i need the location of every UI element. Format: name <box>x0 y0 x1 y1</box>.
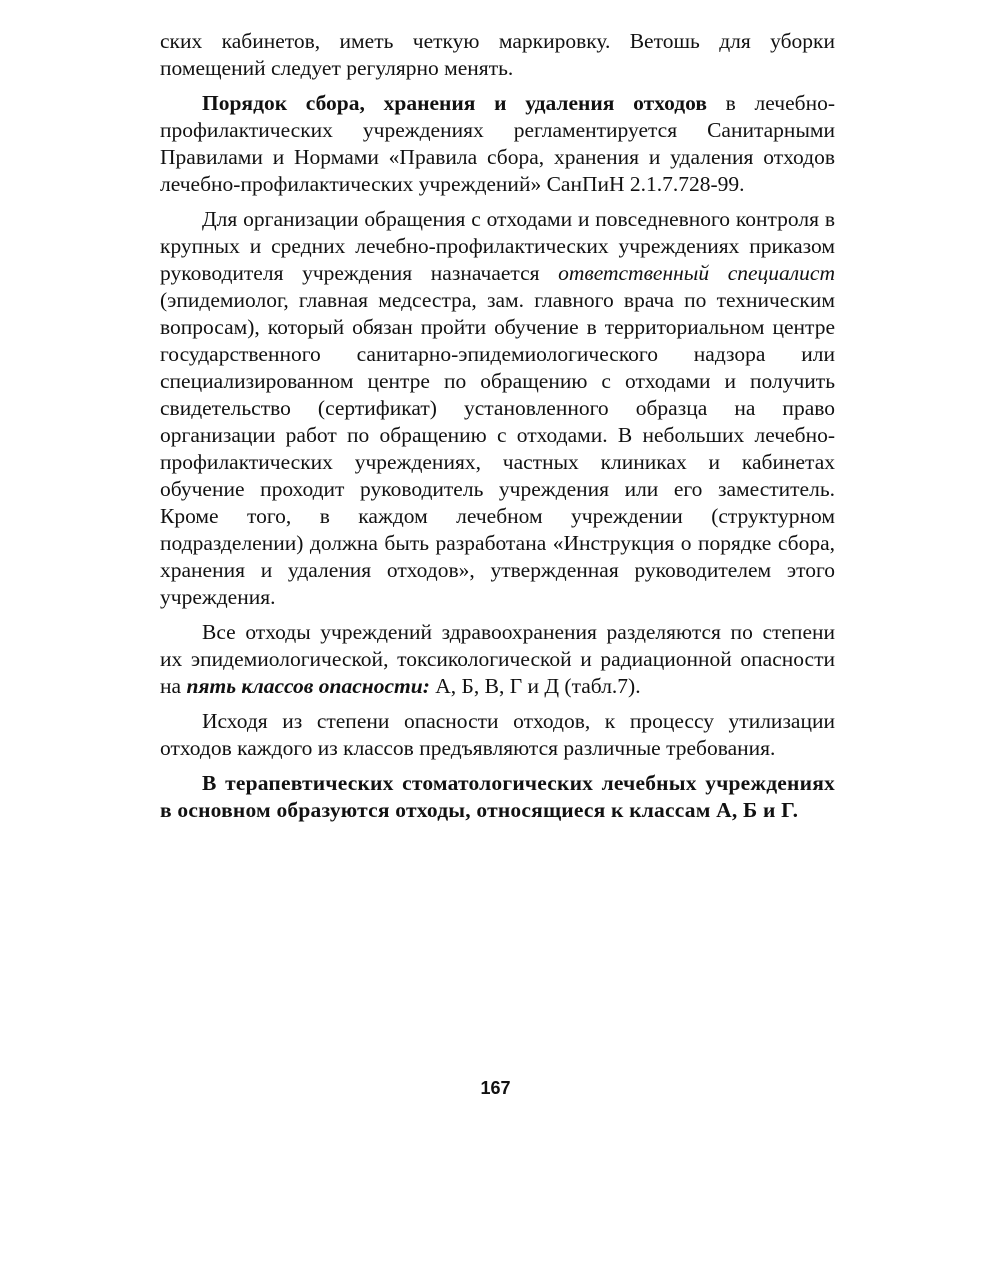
paragraph-waste-procedure <box>160 90 835 198</box>
paragraph-dental-waste-summary <box>160 770 835 824</box>
paragraph-utilization-requirements <box>160 708 835 762</box>
paragraph-text: В терапевтических стоматологических лечебных учреждениях в основном образуются отходы, относящиеся к классам А, Б и Г. <box>160 771 835 822</box>
paragraph-continuation <box>160 28 835 82</box>
paragraph-responsible-specialist <box>160 206 835 611</box>
paragraph-text: ских кабинетов, иметь четкую маркировку. Ветошь для уборки помещений следует регулярно менять. <box>160 29 835 80</box>
paragraph-text: Все отходы учреждений здравоохранения разделяются по степени их эпидемиологической, токсикологической и радиационной опасности на <box>160 620 835 698</box>
italic-phrase: ответственный специалист <box>558 261 835 285</box>
paragraph-text: Исходя из степени опасности отходов, к процессу утилизации отходов каждого из классов предъявляются различные требования. <box>160 709 835 760</box>
bold-italic-phrase: пять классов опасности: <box>186 674 430 698</box>
document-page <box>160 28 835 832</box>
paragraph-text: (эпидемиолог, главная медсестра, зам. главного врача по техническим вопросам), который обязан пройти обучение в территориальном центре государственного санитарно-эпидемиологического надзора или специализированном центре по обращению с отходами и получить свидетельство (сертификат) установленного образца на право организации работ по обращению с отходами. В небольших лечебно-профилактических учреждениях, частных клиниках и кабинетах обучение проходит руководитель учреждения или его заместитель. Кроме того, в каждом лечебном учреждении (структурном подразделении) должна быть разработана «Инструкция о порядке сбора, хранения и удаления отходов», утвержденная руководителем этого учреждения. <box>160 288 835 609</box>
paragraph-text: в лечебно-профилактических учреждениях регламентируется Санитарными Правилами и Нормами «Правила сбора, хранения и удаления отходов лечебно-профилактических учреждений» СанПиН 2.1.7.728-99. <box>160 91 835 196</box>
paragraph-text: А, Б, В, Г и Д (табл.7). <box>429 674 641 698</box>
page-number: 167 <box>480 1078 511 1098</box>
paragraph-text: Для организации обращения с отходами и повседневного контроля в крупных и средних лечебно-профилактических учреждениях приказом руководителя учреждения назначается <box>160 207 835 285</box>
bold-heading-phrase: Порядок сбора, хранения и удаления отходов <box>202 91 707 115</box>
paragraph-hazard-classes <box>160 619 835 700</box>
